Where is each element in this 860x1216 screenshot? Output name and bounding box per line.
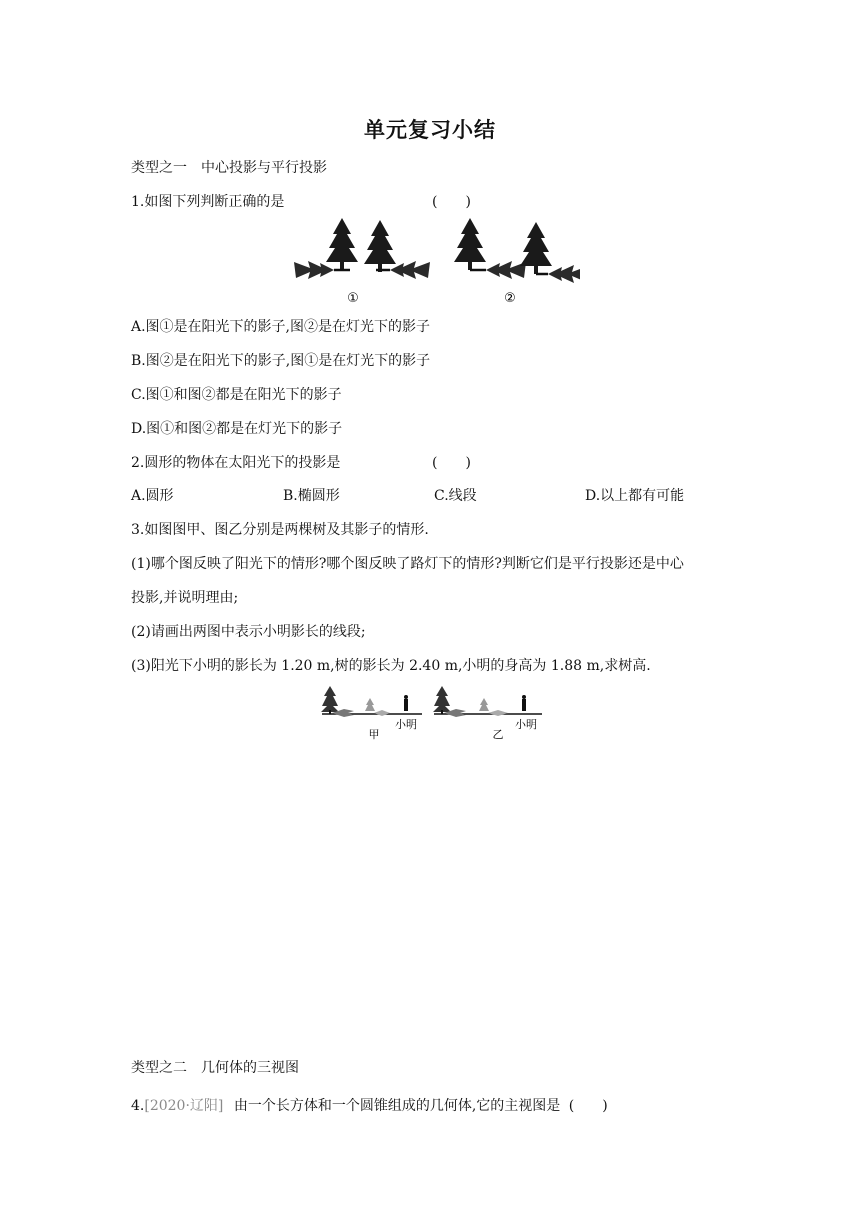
question-2-option-c: C.线段 xyxy=(434,488,477,504)
figure-yi-person-label: 小明 xyxy=(515,718,537,731)
question-1-stem: 1.如图下列判断正确的是 xyxy=(131,194,285,210)
question-1-option-c: C.图①和图②都是在阳光下的影子 xyxy=(131,387,342,403)
question-4-answer-paren: ( ) xyxy=(568,1098,608,1114)
question-3-part-3: (3)阳光下小明的影长为 1.20 m,树的影长为 2.40 m,小明的身高为 1.88 m,求树高. xyxy=(131,658,651,674)
question-1-option-b: B.图②是在阳光下的影子,图①是在灯光下的影子 xyxy=(131,353,431,369)
question-3-part-1-continued: 投影,并说明理由; xyxy=(131,590,239,606)
question-2-option-b: B.椭圆形 xyxy=(283,488,340,504)
two-trees-figure xyxy=(318,682,548,744)
question-3-part-1: (1)哪个图反映了阳光下的情形?哪个图反映了路灯下的情形?判断它们是平行投影还是中心 xyxy=(131,556,684,572)
figure-jia-person-label: 小明 xyxy=(395,718,417,731)
question-2-stem: 2.圆形的物体在太阳光下的投影是 xyxy=(131,455,341,471)
page-title: 单元复习小结 xyxy=(364,118,496,142)
question-4: 4.[2020·辽阳] 由一个长方体和一个圆锥组成的几何体,它的主视图是 ( ) xyxy=(131,1098,608,1114)
question-2-answer-paren: ( ) xyxy=(432,455,471,471)
question-2-option-d: D.以上都有可能 xyxy=(585,488,685,504)
question-3-stem: 3.如图图甲、图乙分别是两棵树及其影子的情形. xyxy=(131,522,429,538)
section-heading-1: 类型之一 中心投影与平行投影 xyxy=(131,160,327,176)
question-1-option-a: A.图①是在阳光下的影子,图②是在灯光下的影子 xyxy=(131,319,431,335)
figure-1-trees xyxy=(294,218,430,279)
figure-jia xyxy=(321,686,422,741)
figure-1-label: ① xyxy=(347,291,359,306)
question-4-stem: 由一个长方体和一个圆锥组成的几何体,它的主视图是 xyxy=(233,1098,561,1114)
figure-jia-label: 甲 xyxy=(368,728,380,741)
question-2-option-a: A.圆形 xyxy=(131,488,174,504)
figure-yi-label: 乙 xyxy=(492,728,504,741)
question-1-option-d: D.图①和图②都是在灯光下的影子 xyxy=(131,421,343,437)
figure-2-label: ② xyxy=(504,291,516,306)
figure-yi xyxy=(433,686,542,741)
question-3-part-2: (2)请画出两图中表示小明影长的线段; xyxy=(131,624,366,640)
figure-2-trees xyxy=(454,218,580,283)
trees-shadow-figure xyxy=(290,216,580,308)
section-heading-2: 类型之二 几何体的三视图 xyxy=(131,1060,299,1076)
question-1-answer-paren: ( ) xyxy=(432,194,471,210)
question-4-source: [2020·辽阳] xyxy=(144,1098,224,1114)
